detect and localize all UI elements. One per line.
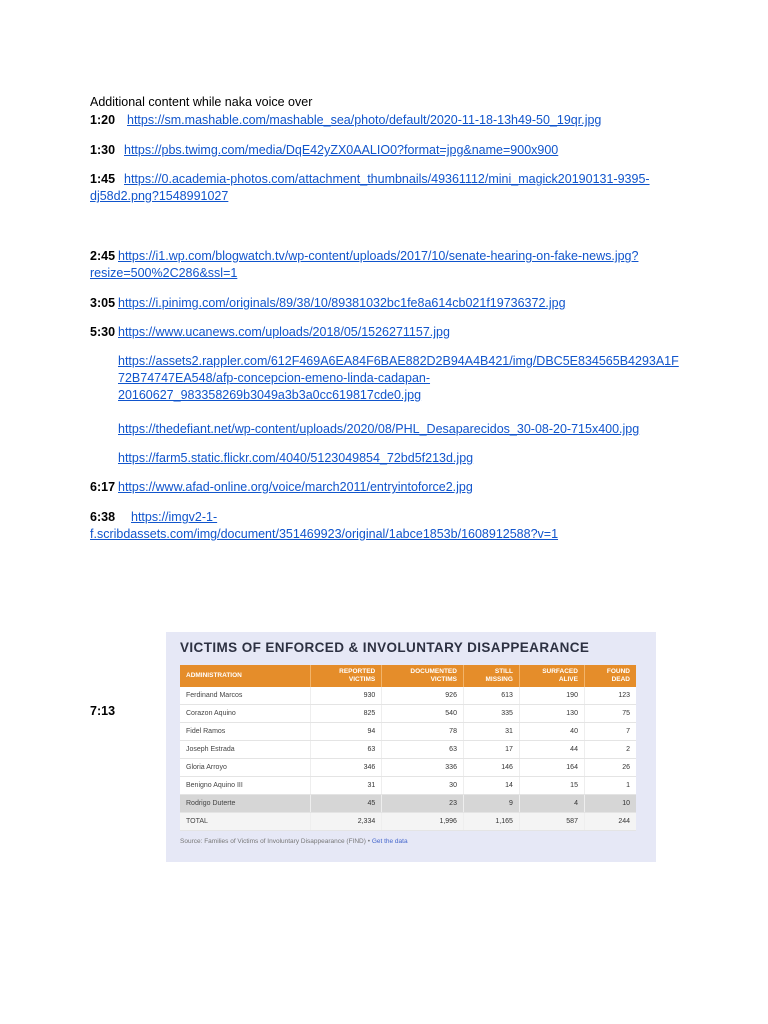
column-header: STILL MISSING [463,665,519,687]
table-cell: 130 [519,705,584,723]
table-cell: Benigno Aquino III [180,777,311,795]
timestamp: 7:13 [90,704,116,718]
table-cell: 123 [584,687,636,705]
table-cell: 75 [584,705,636,723]
entry-6-17 [90,479,473,496]
table-cell: 63 [382,741,464,759]
entry-1-20 [90,112,601,129]
entry-flickr [118,450,473,467]
url-link[interactable]: https://pbs.twimg.com/media/DqE42yZX0AALIO0?format=jpg&name=900x900 [124,143,559,157]
table-cell: 23 [382,795,464,813]
timestamp: 6:17 [90,480,116,494]
table-cell: 1,165 [463,813,519,831]
table-cell: Joseph Estrada [180,741,311,759]
timestamp: 1:45 [90,172,116,186]
table-cell: 1 [584,777,636,795]
table-row [180,723,636,741]
table-cell: 930 [311,687,382,705]
column-header: FOUND DEAD [584,665,636,687]
entry-rappler [118,353,679,370]
table-cell: 825 [311,705,382,723]
table-cell: Gloria Arroyo [180,759,311,777]
url-link[interactable]: https://sm.mashable.com/mashable_sea/photo/default/2020-11-18-13h49-50_19qr.jpg [127,113,602,127]
table-cell: 40 [519,723,584,741]
figure-source [180,838,408,845]
table-cell: 9 [463,795,519,813]
entry-5-30 [90,324,450,341]
table-cell: 45 [311,795,382,813]
table-cell: 540 [382,705,464,723]
table-cell: 4 [519,795,584,813]
timestamp: 1:30 [90,143,116,157]
table-cell: 31 [311,777,382,795]
source-text: Source: Families of Victims of Involuntary Disappearance (FIND) • [180,838,372,845]
timestamp: 6:38 [90,510,116,524]
figure-timestamp [90,703,115,720]
table-cell: 10 [584,795,636,813]
table-cell: 30 [382,777,464,795]
url-link[interactable]: https://www.ucanews.com/uploads/2018/05/1526271157.jpg [118,325,450,339]
table-row [180,741,636,759]
table-row [180,777,636,795]
url-link[interactable]: https://assets2.rappler.com/612F469A6EA84F6BAE882D2B94A4B421/img/DBC5E834565B4293A1F [118,354,679,368]
table-cell: Ferdinand Marcos [180,687,311,705]
timestamp: 5:30 [90,325,116,339]
entry-1-45 [90,171,650,188]
table-cell: 2 [584,741,636,759]
url-link-continuation[interactable]: 72B74747EA548/afp-concepcion-emeno-linda-cadapan- [118,371,431,385]
table-cell: 244 [584,813,636,831]
entry-6-38 [90,509,217,526]
table-cell: 335 [463,705,519,723]
url-link[interactable]: https://i.pinimg.com/originals/89/38/10/89381032bc1fe8a614cb021f19736372.jpg [118,296,566,310]
disappearance-table-figure [166,632,656,862]
table-cell: 44 [519,741,584,759]
column-header: DOCUMENTED VICTIMS [382,665,464,687]
column-header: ADMINISTRATION [180,665,311,687]
table-cell: Fidel Ramos [180,723,311,741]
get-data-link[interactable]: Get the data [371,838,408,845]
table-header-row [180,665,636,687]
table-total-row [180,813,636,831]
entry-thedefiant [118,421,639,438]
table-cell: 2,334 [311,813,382,831]
table-cell: 26 [584,759,636,777]
url-link[interactable]: https://imgv2-1- [131,510,218,524]
url-link-continuation[interactable]: f.scribdassets.com/img/document/351469923/original/1abce1853b/1608912588?v=1 [90,527,559,541]
url-link[interactable]: https://thedefiant.net/wp-content/uploads/2020/08/PHL_Desaparecidos_30-08-20-715x400.jpg [118,422,640,436]
table-row [180,687,636,705]
table-cell: 7 [584,723,636,741]
table-row-highlighted [180,795,636,813]
figure-title: VICTIMS OF ENFORCED & INVOLUNTARY DISAPPEARANCE [180,640,590,655]
table-cell: 146 [463,759,519,777]
column-header: SURFACED ALIVE [519,665,584,687]
url-link[interactable]: https://www.afad-online.org/voice/march2011/entryintoforce2.jpg [118,480,473,494]
table-cell: 15 [519,777,584,795]
table-cell: 164 [519,759,584,777]
table-cell: Rodrigo Duterte [180,795,311,813]
url-link[interactable]: https://0.academia-photos.com/attachment_thumbnails/49361112/mini_magick20190131-9395- [124,172,650,186]
entry-rappler-cont-2 [118,387,421,404]
entry-2-45 [90,248,638,265]
timestamp: 1:20 [90,113,116,127]
entry-rappler-cont-1 [118,370,430,387]
url-link-continuation[interactable]: 20160627_983358269b3049a3b3a0cc619817cde0.jpg [118,388,422,402]
entry-3-05 [90,295,566,312]
table-cell: 63 [311,741,382,759]
table-cell: 613 [463,687,519,705]
table-cell: 336 [382,759,464,777]
url-link-continuation[interactable]: resize=500%2C286&ssl=1 [90,266,238,280]
data-table [180,665,636,831]
table-cell: 31 [463,723,519,741]
table-row [180,759,636,777]
timestamp: 2:45 [90,249,116,263]
table-cell: Corazon Aquino [180,705,311,723]
table-cell: 587 [519,813,584,831]
heading-line: Additional content while naka voice over [90,95,313,109]
table-cell: 346 [311,759,382,777]
table-cell: TOTAL [180,813,311,831]
table-cell: 17 [463,741,519,759]
timestamp: 3:05 [90,296,116,310]
url-link-continuation[interactable]: dj58d2.png?1548991027 [90,189,229,203]
table-cell: 14 [463,777,519,795]
table-row [180,705,636,723]
entry-2-45-cont [90,265,237,282]
table-cell: 926 [382,687,464,705]
entry-1-45-cont [90,188,228,205]
url-link[interactable]: https://i1.wp.com/blogwatch.tv/wp-content/uploads/2017/10/senate-hearing-on-fake-news.jpg? [118,249,639,263]
table-cell: 94 [311,723,382,741]
table-cell: 78 [382,723,464,741]
column-header: REPORTED VICTIMS [311,665,382,687]
entry-1-30 [90,142,558,159]
url-link[interactable]: https://farm5.static.flickr.com/4040/5123049854_72bd5f213d.jpg [118,451,474,465]
table-cell: 1,996 [382,813,464,831]
table-cell: 190 [519,687,584,705]
entry-6-38-cont [90,526,558,543]
